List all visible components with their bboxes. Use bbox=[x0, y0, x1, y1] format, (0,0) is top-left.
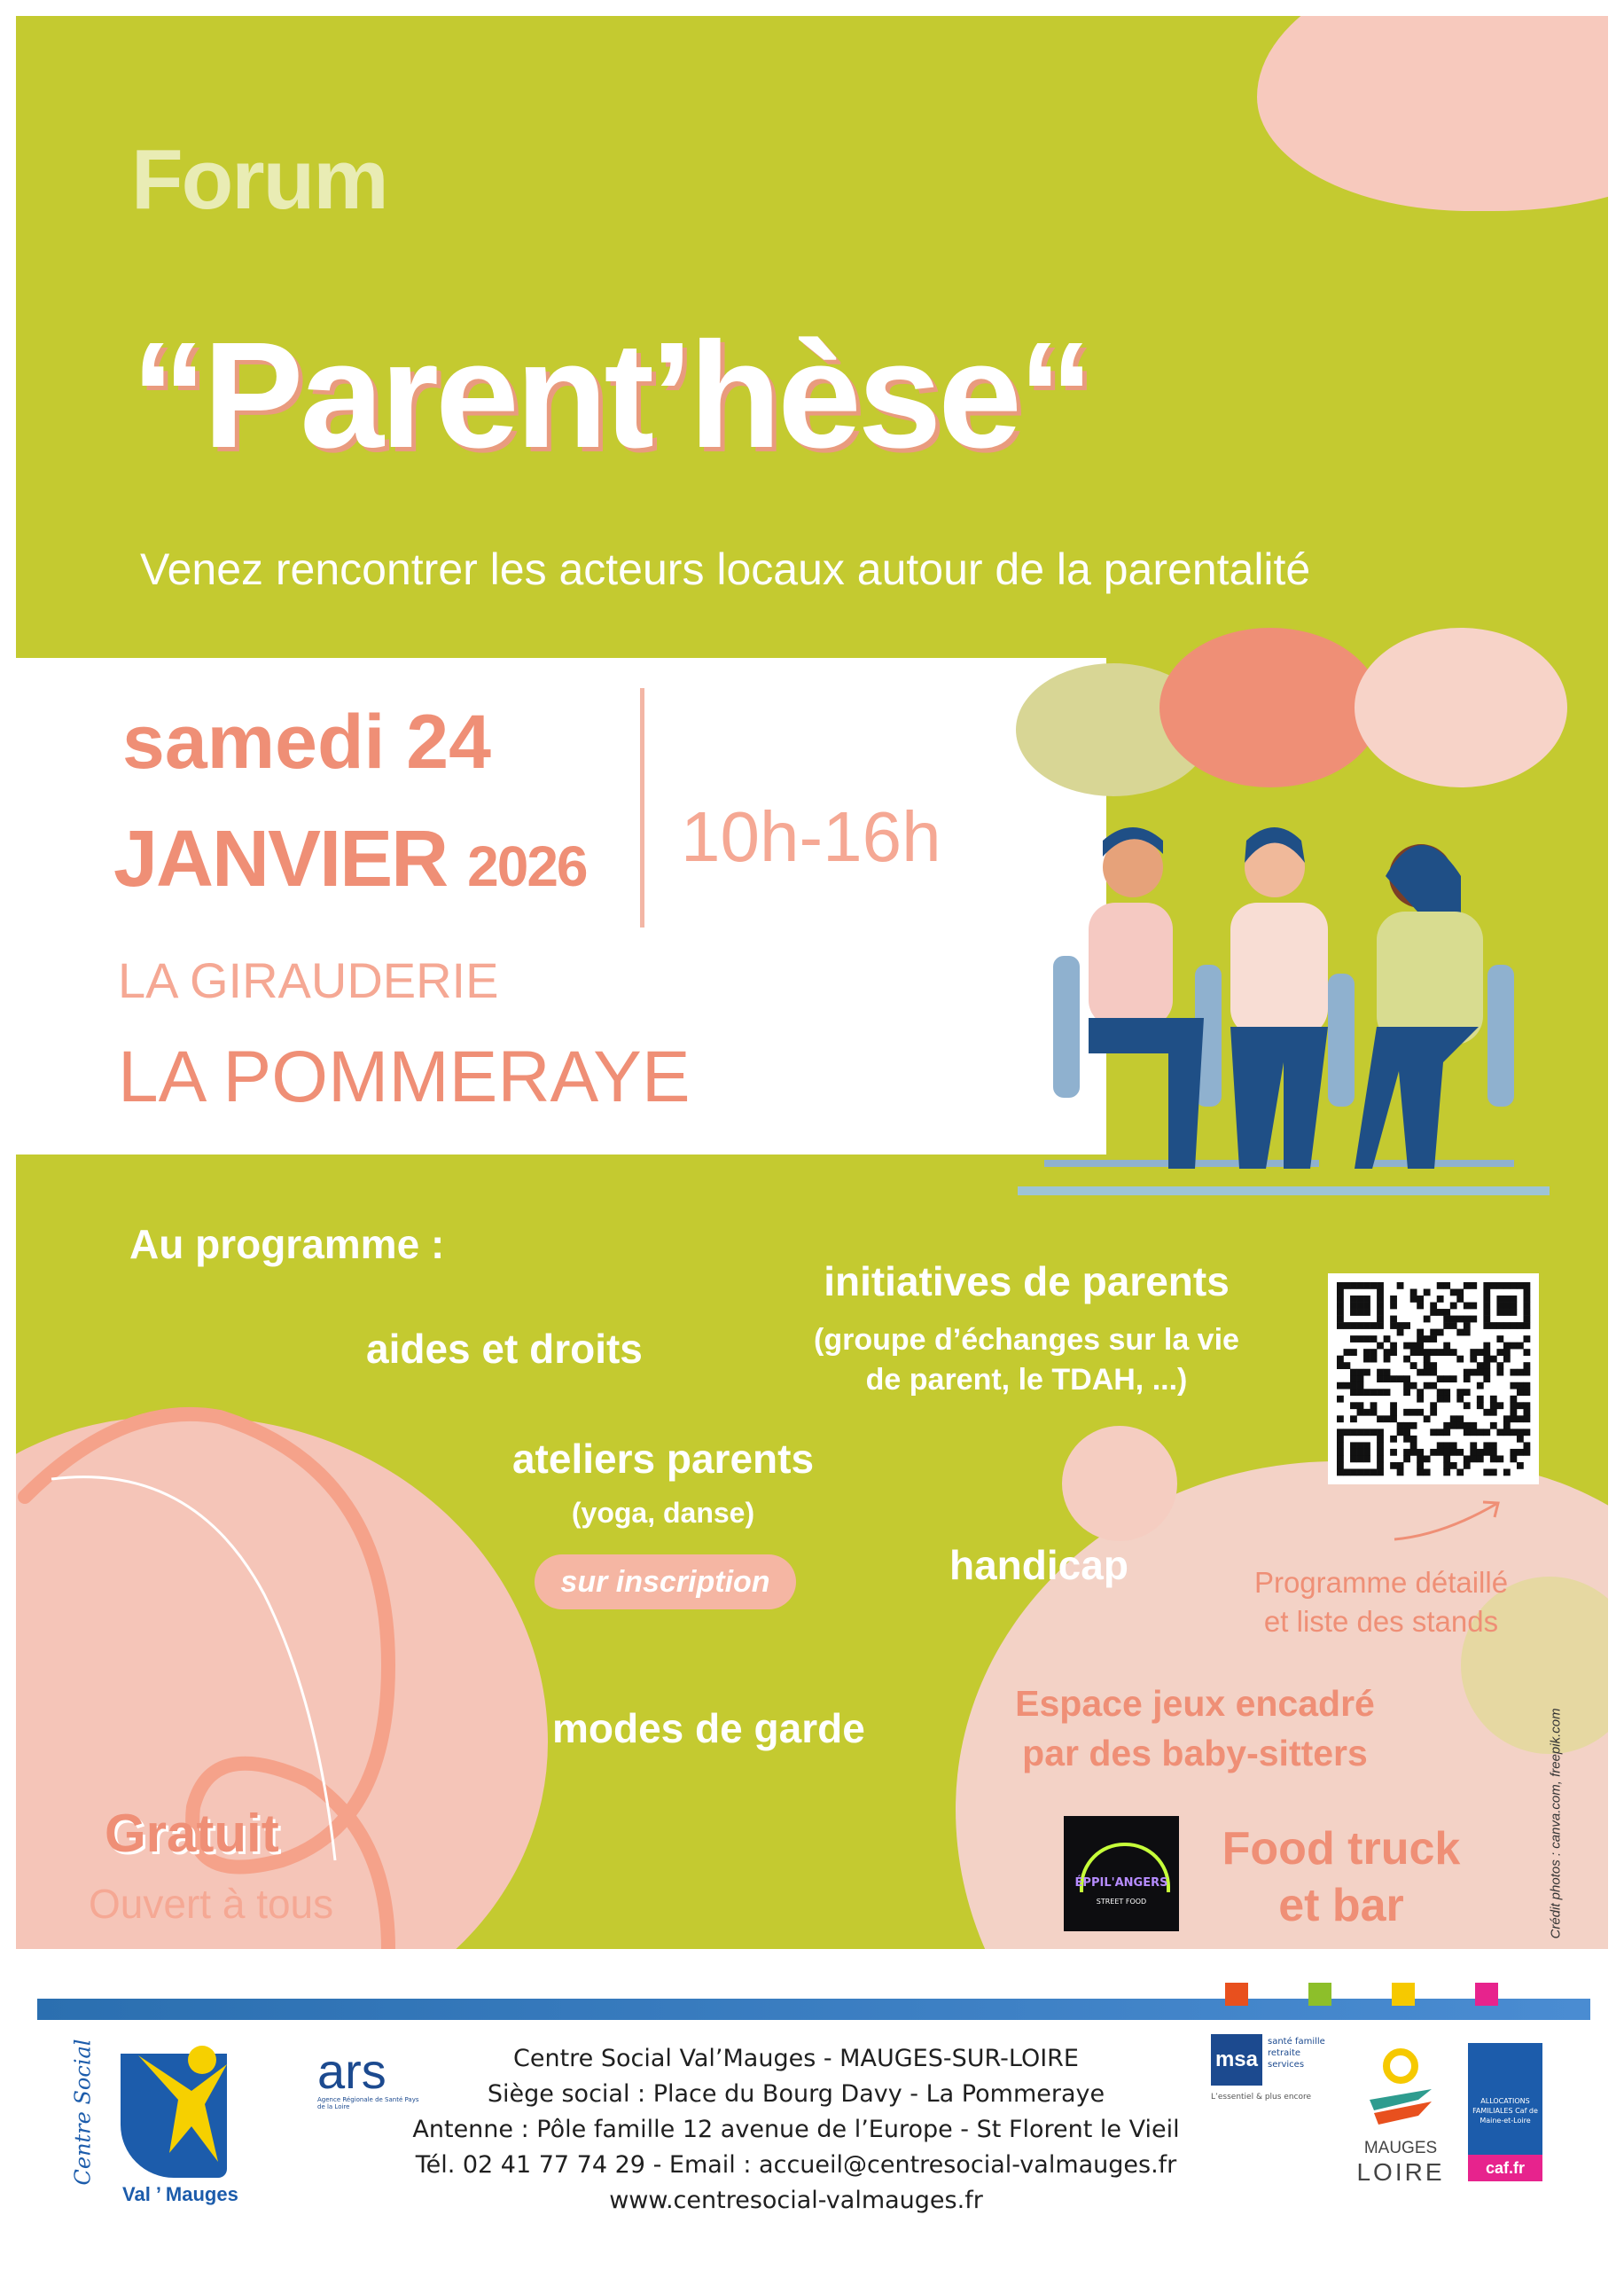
event-town: LA POMMERAYE bbox=[118, 1037, 691, 1117]
footer-antenne: Antenne : Pôle famille 12 avenue de l’Europe - St Florent le Vieil bbox=[412, 2116, 1180, 2143]
footer-address bbox=[353, 2041, 1239, 2219]
event-hours: 10h-16h bbox=[681, 797, 941, 876]
food-logo-sub: STREET FOOD bbox=[1096, 1898, 1147, 1906]
ateliers-detail: (yoga, danse) bbox=[571, 1497, 755, 1529]
espace-jeux-2: par des baby-sitters bbox=[1022, 1733, 1368, 1773]
photo-credit: Crédit photos : canva.com, freepik.com bbox=[1548, 1708, 1564, 1939]
programme-ateliers bbox=[495, 1435, 832, 1530]
footer-blue-band bbox=[37, 1999, 1590, 2020]
logo-msa-box: msa bbox=[1211, 2034, 1262, 2086]
poster bbox=[16, 16, 1608, 2255]
footer-siege: Siège social : Place du Bourg Davy - La Pommeraye bbox=[487, 2080, 1105, 2108]
initiatives-detail-1: (groupe d’échanges sur la vie bbox=[814, 1323, 1239, 1357]
logo-ars-sub: Agence Régionale de Santé Pays de la Loire bbox=[317, 2096, 419, 2110]
color-square-orange bbox=[1225, 1983, 1248, 2006]
espace-jeux-1: Espace jeux encadré bbox=[1015, 1683, 1375, 1724]
gratuit-label: Gratuit bbox=[105, 1804, 279, 1863]
initiatives-detail-2: de parent, le TDAH, ...) bbox=[865, 1363, 1188, 1397]
logo-msa bbox=[1211, 2034, 1335, 2114]
footer-org: Centre Social Val’Mauges - MAUGES-SUR-LOIRE bbox=[513, 2045, 1079, 2072]
programme-aides: aides et droits bbox=[366, 1326, 643, 1372]
logo-mauges-loire bbox=[1356, 2047, 1445, 2197]
programme-handicap: handicap bbox=[949, 1542, 1128, 1588]
event-month bbox=[113, 814, 587, 905]
qr-caption bbox=[1222, 1563, 1541, 1641]
food-truck bbox=[1195, 1820, 1487, 1934]
blob-dot-small bbox=[1408, 131, 1441, 165]
initiatives-title: initiatives de parents bbox=[824, 1258, 1230, 1304]
logo-caf-text: caf.fr bbox=[1468, 2155, 1542, 2181]
color-square-pink bbox=[1475, 1983, 1498, 2006]
qr-code-graphic bbox=[1328, 1273, 1539, 1484]
inscription-badge: sur inscription bbox=[535, 1554, 796, 1609]
blob-mid-dot bbox=[1062, 1426, 1177, 1541]
event-venue: LA GIRAUDERIE bbox=[118, 952, 499, 1008]
people-illustration bbox=[1018, 814, 1550, 1195]
subtitle: Venez rencontrer les acteurs locaux autour de la parentalité bbox=[140, 544, 1311, 594]
person-icon bbox=[121, 2038, 245, 2171]
ateliers-title: ateliers parents bbox=[511, 1436, 815, 1482]
logo-ars-text: ars bbox=[317, 2043, 386, 2099]
logo-caf bbox=[1468, 2043, 1542, 2194]
logo-centre-social bbox=[59, 2029, 254, 2215]
logo-msa-lines: santé famille retraite services bbox=[1268, 2037, 1325, 2070]
espace-jeux bbox=[982, 1679, 1408, 1778]
event-title: “Parent’hèse“ bbox=[131, 311, 1090, 480]
forum-label: Forum bbox=[131, 132, 387, 227]
color-square-green bbox=[1308, 1983, 1331, 2006]
programme-garde: modes de garde bbox=[552, 1705, 865, 1751]
food-truck-1: Food truck bbox=[1222, 1823, 1461, 1875]
qr-caption-2: et liste des stands bbox=[1263, 1605, 1499, 1638]
date-divider bbox=[640, 688, 644, 928]
arrow-icon bbox=[1390, 1495, 1514, 1548]
logo-mauges-1: MAUGES bbox=[1363, 2139, 1438, 2157]
ouvert-label: Ouvert à tous bbox=[89, 1881, 334, 1927]
logo-mauges-2: LOIRE bbox=[1356, 2158, 1445, 2186]
color-square-yellow bbox=[1392, 1983, 1415, 2006]
qr-caption-1: Programme détaillé bbox=[1253, 1566, 1509, 1599]
food-truck-logo bbox=[1064, 1816, 1179, 1931]
logo-caf-sub: ALLOCATIONS FAMILIALES Caf de Maine-et-Loire bbox=[1472, 2097, 1538, 2125]
mauges-icon bbox=[1356, 2047, 1445, 2135]
speech-bubble-salmon bbox=[1159, 628, 1381, 787]
event-month-text: JANVIER bbox=[113, 815, 448, 904]
footer-website[interactable]: www.centresocial-valmauges.fr bbox=[609, 2187, 983, 2214]
event-day: samedi 24 bbox=[122, 700, 491, 785]
event-year: 2026 bbox=[467, 834, 587, 898]
blob-top-right bbox=[1257, 16, 1608, 211]
food-logo-text: ÉPPIL'ANGERS bbox=[1074, 1876, 1168, 1890]
qr-code[interactable] bbox=[1328, 1273, 1539, 1484]
logo-cs-text-2: Val ’ Mauges bbox=[122, 2183, 238, 2205]
logo-cs-text-1: Centre Social bbox=[70, 2039, 96, 2186]
programme-initiatives bbox=[796, 1257, 1257, 1397]
programme-heading: Au programme : bbox=[129, 1221, 445, 1267]
food-truck-2: et bar bbox=[1278, 1880, 1404, 1931]
speech-bubble-pink bbox=[1355, 628, 1567, 787]
logo-msa-tag: L’essentiel & plus encore bbox=[1211, 2093, 1312, 2102]
footer-contact[interactable]: Tél. 02 41 77 74 29 - Email : accueil@centresocial-valmauges.fr bbox=[415, 2151, 1177, 2179]
